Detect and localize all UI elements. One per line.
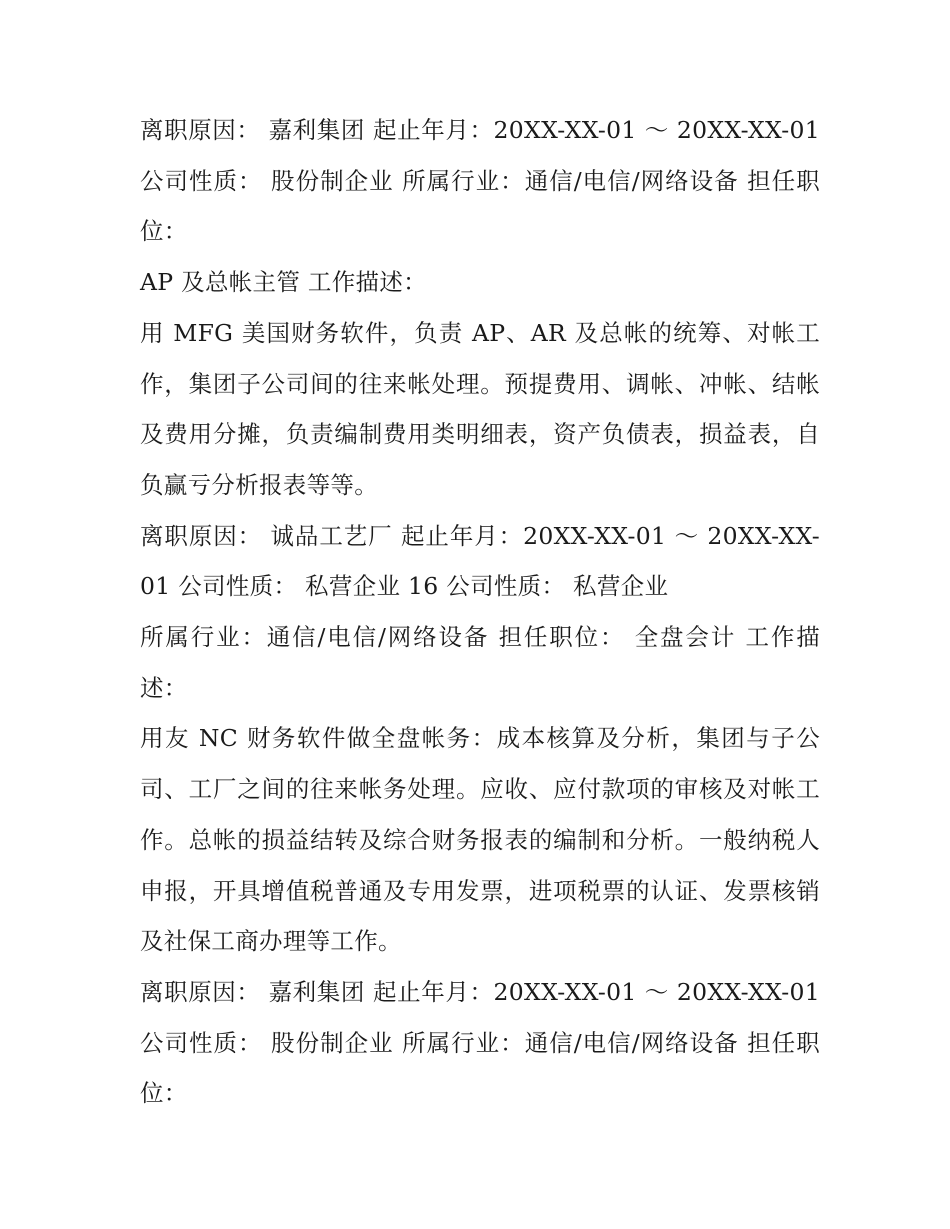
paragraph-position-title-1: AP 及总帐主管 工作描述： bbox=[140, 268, 427, 297]
paragraph-industry-position-2: 所属行业：通信/电信/网络设备 担任职位： 全盘会计 工作描述： bbox=[140, 623, 820, 702]
paragraph-leave-reason-1: 离职原因： 嘉利集团 起止年月：20XX-XX-01 ～ 20XX-XX-01 公司性质： 股份制企业 所属行业：通信/电信/网络设备 担任职位： bbox=[140, 116, 820, 246]
paragraph-job-description-1: 用 MFG 美国财务软件，负责 AP、AR 及总帐的统筹、对帐工作，集团子公司间的往来帐处理。预提费用、调帐、冲帐、结帐及费用分摊，负责编制费用类明细表，资产负债表，损益表，自负赢亏分析报表等等。 bbox=[140, 318, 820, 499]
paragraph-leave-reason-2: 离职原因： 诚品工艺厂 起止年月：20XX-XX-01 ～ 20XX-XX-01 公司性质： 私营企业 16 公司性质： 私营企业 bbox=[140, 521, 820, 601]
paragraph-leave-reason-3: 离职原因： 嘉利集团 起止年月：20XX-XX-01 ～ 20XX-XX-01 公司性质： 股份制企业 所属行业：通信/电信/网络设备 担任职位： bbox=[140, 977, 820, 1108]
document-body bbox=[140, 105, 820, 1119]
paragraph-job-description-2: 用友 NC 财务软件做全盘帐务：成本核算及分析，集团与子公司、工厂之间的往来帐务处理。应收、应付款项的审核及对帐工作。总帐的损益结转及综合财务报表的编制和分析。一般纳税人申报，开具增值税普通及专用发票，进项税票的认证、发票核销及社保工商办理等工作。 bbox=[140, 724, 820, 956]
